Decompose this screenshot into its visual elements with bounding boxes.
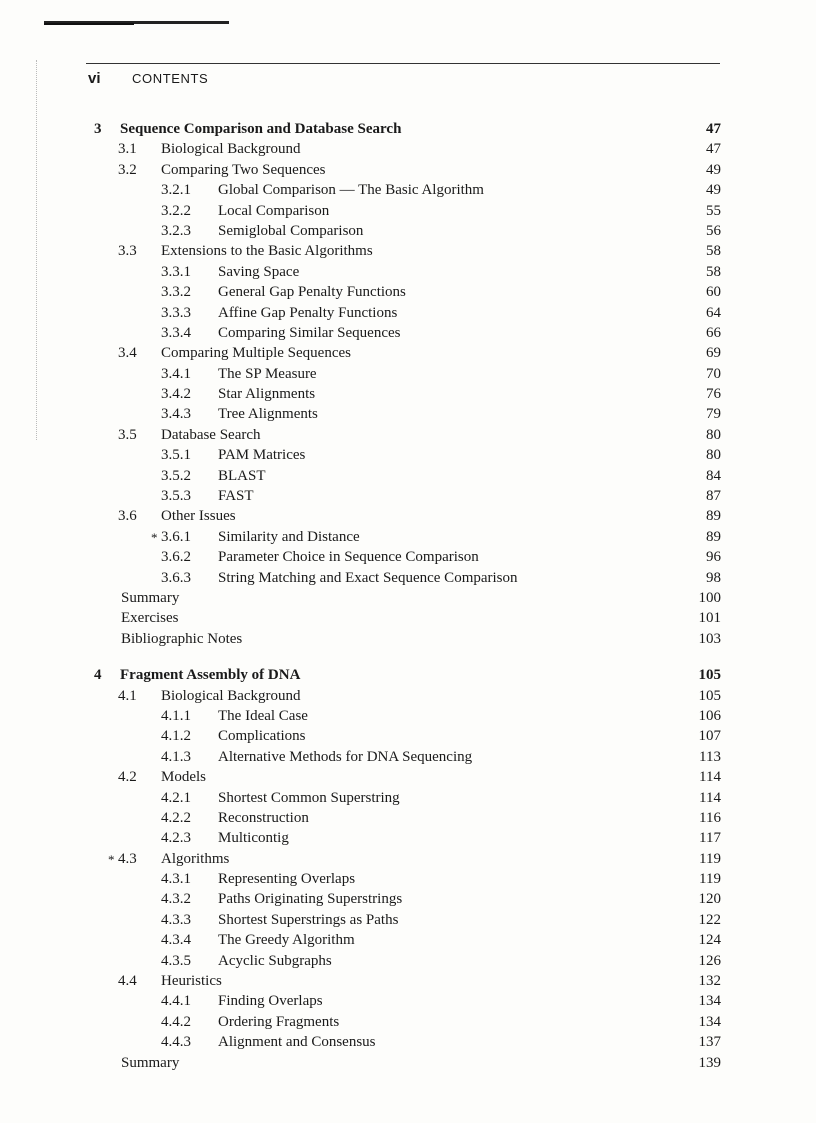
toc-entry-number: 4.1.1 [161, 707, 191, 724]
page-number: vi [88, 70, 101, 87]
toc-section-entry[interactable] [0, 262, 816, 282]
toc-entry-title: Saving Space [218, 263, 300, 280]
toc-entry-number: 3.2 [118, 161, 137, 178]
toc-entry-title: Summary [121, 1054, 180, 1071]
toc-entry-page: 49 [706, 161, 721, 178]
toc-entry-page: 98 [706, 569, 721, 586]
toc-section-entry[interactable] [0, 1032, 816, 1052]
toc-section-entry[interactable] [0, 951, 816, 971]
toc-entry-title: Comparing Two Sequences [161, 161, 326, 178]
toc-entry-number: 3.4.2 [161, 386, 191, 403]
toc-entry-number: 4.3.5 [161, 952, 191, 969]
toc-backmatter-entry[interactable] [0, 588, 816, 608]
toc-entry-title: General Gap Penalty Functions [218, 284, 406, 301]
toc-entry-title: Reconstruction [218, 809, 309, 826]
toc-entry-page: 64 [706, 304, 721, 321]
toc-entry-page: 69 [706, 345, 721, 362]
table-of-contents [0, 119, 816, 1073]
toc-section-entry[interactable] [0, 889, 816, 909]
toc-entry-page: 55 [706, 202, 721, 219]
toc-entry-page: 126 [698, 952, 721, 969]
toc-entry-title: Shortest Superstrings as Paths [218, 911, 399, 928]
toc-entry-page: 76 [706, 386, 721, 403]
toc-entry-number: 3.2.2 [161, 202, 191, 219]
toc-entry-title: Tree Alignments [218, 406, 318, 423]
toc-section-entry[interactable] [0, 1012, 816, 1032]
starred-section-marker: * [151, 529, 158, 545]
toc-entry-number: 4.1.3 [161, 748, 191, 765]
toc-section-entry[interactable] [0, 425, 816, 445]
toc-entry-number: 3.6.2 [161, 549, 191, 566]
toc-section-entry[interactable] [0, 747, 816, 767]
toc-entry-number: 3.5.2 [161, 467, 191, 484]
toc-entry-title: Summary [121, 589, 180, 606]
toc-backmatter-entry[interactable] [0, 629, 816, 649]
toc-entry-number: 4.2 [118, 769, 137, 786]
toc-entry-title: Local Comparison [218, 202, 330, 219]
toc-entry-title: Finding Overlaps [218, 993, 323, 1010]
toc-entry-page: 117 [699, 830, 721, 847]
toc-entry-page: 89 [706, 508, 721, 525]
toc-section-entry[interactable] [0, 547, 816, 567]
toc-entry-number: 3.6 [118, 508, 137, 525]
toc-entry-title: Affine Gap Penalty Functions [218, 304, 398, 321]
toc-entry-title: Ordering Fragments [218, 1013, 340, 1030]
toc-entry-title: Other Issues [161, 508, 236, 525]
toc-entry-page: 105 [698, 687, 721, 704]
toc-entry-number: 4.4.1 [161, 993, 191, 1010]
toc-entry-number: 3.4.3 [161, 406, 191, 423]
toc-entry-title: Similarity and Distance [218, 528, 360, 545]
toc-entry-page: 66 [706, 324, 721, 341]
toc-entry-title: Acyclic Subgraphs [218, 952, 332, 969]
toc-entry-number: 3.4 [118, 345, 137, 362]
toc-section-entry[interactable] [0, 506, 816, 526]
toc-entry-page: 137 [698, 1034, 721, 1051]
toc-section-entry[interactable] [0, 726, 816, 746]
toc-entry-number: 4.3.4 [161, 932, 191, 949]
toc-entry-page: 80 [706, 447, 721, 464]
toc-entry-number: 4.4.3 [161, 1034, 191, 1051]
toc-section-entry[interactable] [0, 686, 816, 706]
toc-entry-page: 122 [698, 911, 721, 928]
toc-entry-page: 106 [698, 707, 721, 724]
toc-section-entry[interactable] [0, 486, 816, 506]
toc-entry-page: 134 [698, 1013, 721, 1030]
toc-entry-title: Multicontig [218, 830, 289, 847]
toc-entry-number: 3 [94, 121, 102, 137]
toc-entry-page: 80 [706, 426, 721, 443]
toc-section-entry[interactable] [0, 221, 816, 241]
toc-entry-title: FAST [218, 488, 254, 505]
toc-entry-page: 119 [699, 871, 721, 888]
toc-chapter-entry[interactable] [0, 119, 816, 139]
toc-entry-page: 116 [699, 809, 721, 826]
toc-entry-page: 49 [706, 182, 721, 199]
toc-section-entry[interactable] [0, 282, 816, 302]
toc-section-entry[interactable] [0, 991, 816, 1011]
toc-entry-page: 114 [699, 769, 721, 786]
toc-entry-number: 4.3.2 [161, 891, 191, 908]
toc-section-entry[interactable] [0, 466, 816, 486]
toc-entry-page: 47 [706, 141, 721, 158]
toc-section-entry[interactable] [0, 527, 816, 547]
toc-section-entry[interactable] [0, 160, 816, 180]
scan-artifact-line [44, 23, 134, 25]
toc-entry-number: 4.1.2 [161, 728, 191, 745]
toc-entry-page: 113 [699, 748, 721, 765]
toc-entry-title: Representing Overlaps [218, 871, 356, 888]
toc-entry-number: 4.1 [118, 687, 137, 704]
toc-entry-title: Sequence Comparison and Database Search [120, 121, 402, 137]
toc-entry-page: 60 [706, 284, 721, 301]
toc-entry-title: Alternative Methods for DNA Sequencing [218, 748, 473, 765]
toc-entry-number: 3.4.1 [161, 365, 191, 382]
toc-entry-number: 3.3.3 [161, 304, 191, 321]
toc-section-entry[interactable] [0, 241, 816, 261]
toc-entry-number: 3.3.4 [161, 324, 191, 341]
toc-backmatter-entry[interactable] [0, 608, 816, 628]
toc-section-entry[interactable] [0, 788, 816, 808]
toc-backmatter-entry[interactable] [0, 1053, 816, 1073]
toc-entry-title: Alignment and Consensus [218, 1034, 376, 1051]
toc-entry-title: Comparing Multiple Sequences [161, 345, 351, 362]
toc-entry-number: 3.5 [118, 426, 137, 443]
toc-entry-title: Parameter Choice in Sequence Comparison [218, 549, 479, 566]
toc-section-entry[interactable] [0, 849, 816, 869]
toc-entry-page: 96 [706, 549, 721, 566]
toc-entry-title: Paths Originating Superstrings [218, 891, 403, 908]
toc-section-entry[interactable] [0, 808, 816, 828]
toc-entry-title: The Ideal Case [218, 707, 308, 724]
toc-entry-page: 100 [698, 589, 721, 606]
toc-entry-title: The SP Measure [218, 365, 317, 382]
toc-entry-number: 4.2.2 [161, 809, 191, 826]
toc-entry-number: 3.3 [118, 243, 137, 260]
toc-entry-title: Semiglobal Comparison [218, 222, 364, 239]
toc-section-entry[interactable] [0, 445, 816, 465]
toc-section-entry[interactable] [0, 384, 816, 404]
header-rule [86, 63, 720, 64]
toc-entry-title: Complications [218, 728, 306, 745]
toc-entry-page: 114 [699, 789, 721, 806]
toc-entry-number: 3.5.3 [161, 488, 191, 505]
toc-section-entry[interactable] [0, 971, 816, 991]
toc-entry-number: 4.2.1 [161, 789, 191, 806]
toc-entry-page: 58 [706, 243, 721, 260]
toc-entry-page: 120 [698, 891, 721, 908]
toc-section-entry[interactable] [0, 930, 816, 950]
toc-section-entry[interactable] [0, 706, 816, 726]
toc-entry-page: 47 [706, 121, 721, 137]
toc-section-entry[interactable] [0, 828, 816, 848]
toc-entry-page: 56 [706, 222, 721, 239]
toc-entry-number: 4 [94, 667, 102, 684]
toc-entry-title: Heuristics [161, 973, 222, 990]
toc-entry-page: 84 [706, 467, 721, 484]
toc-entry-title: The Greedy Algorithm [218, 932, 355, 949]
toc-entry-title: String Matching and Exact Sequence Comparison [218, 569, 518, 586]
toc-entry-page: 119 [699, 850, 721, 867]
toc-entry-title: Models [161, 769, 206, 786]
toc-entry-page: 103 [698, 630, 721, 647]
toc-entry-title: Global Comparison — The Basic Algorithm [218, 182, 484, 199]
toc-section-entry[interactable] [0, 201, 816, 221]
toc-entry-number: 4.4 [118, 973, 137, 990]
toc-entry-title: BLAST [218, 467, 266, 484]
toc-section-entry[interactable] [0, 323, 816, 343]
toc-entry-number: 3.6.1 [161, 528, 191, 545]
toc-entry-title: PAM Matrices [218, 447, 306, 464]
toc-entry-number: 3.2.3 [161, 222, 191, 239]
toc-section-entry[interactable] [0, 343, 816, 363]
toc-entry-number: 4.3.1 [161, 871, 191, 888]
toc-entry-number: 3.3.2 [161, 284, 191, 301]
toc-section-entry[interactable] [0, 404, 816, 424]
toc-entry-page: 124 [698, 932, 721, 949]
toc-entry-title: Shortest Common Superstring [218, 789, 400, 806]
toc-entry-number: 3.1 [118, 141, 137, 158]
toc-entry-page: 87 [706, 488, 721, 505]
running-title: CONTENTS [132, 71, 209, 86]
toc-entry-title: Extensions to the Basic Algorithms [161, 243, 373, 260]
toc-entry-number: 4.3.3 [161, 911, 191, 928]
toc-entry-page: 70 [706, 365, 721, 382]
toc-entry-title: Database Search [161, 426, 261, 443]
toc-entry-title: Exercises [121, 610, 179, 627]
toc-section-entry[interactable] [0, 767, 816, 787]
toc-section-entry[interactable] [0, 303, 816, 323]
starred-section-marker: * [108, 851, 115, 867]
toc-entry-page: 89 [706, 528, 721, 545]
toc-chapter-entry[interactable] [0, 665, 816, 685]
toc-entry-number: 4.2.3 [161, 830, 191, 847]
toc-section-entry[interactable] [0, 180, 816, 200]
toc-entry-number: 3.2.1 [161, 182, 191, 199]
toc-entry-page: 107 [698, 728, 721, 745]
toc-entry-title: Biological Background [161, 141, 301, 158]
toc-entry-page: 79 [706, 406, 721, 423]
toc-section-entry[interactable] [0, 910, 816, 930]
toc-entry-number: 4.4.2 [161, 1013, 191, 1030]
toc-entry-title: Comparing Similar Sequences [218, 324, 401, 341]
toc-entry-page: 134 [698, 993, 721, 1010]
toc-entry-number: 3.3.1 [161, 263, 191, 280]
toc-entry-title: Fragment Assembly of DNA [120, 667, 301, 684]
toc-entry-number: 4.3 [118, 850, 137, 867]
toc-section-entry[interactable] [0, 568, 816, 588]
toc-entry-page: 105 [698, 667, 721, 684]
toc-entry-title: Algorithms [161, 850, 230, 867]
toc-entry-page: 58 [706, 263, 721, 280]
toc-entry-title: Biological Background [161, 687, 301, 704]
toc-entry-number: 3.5.1 [161, 447, 191, 464]
toc-entry-title: Bibliographic Notes [121, 630, 243, 647]
toc-section-entry[interactable] [0, 364, 816, 384]
toc-section-entry[interactable] [0, 869, 816, 889]
toc-entry-page: 132 [698, 973, 721, 990]
toc-entry-number: 3.6.3 [161, 569, 191, 586]
toc-entry-page: 139 [698, 1054, 721, 1071]
toc-entry-page: 101 [698, 610, 721, 627]
toc-section-entry[interactable] [0, 139, 816, 159]
toc-entry-title: Star Alignments [218, 386, 316, 403]
